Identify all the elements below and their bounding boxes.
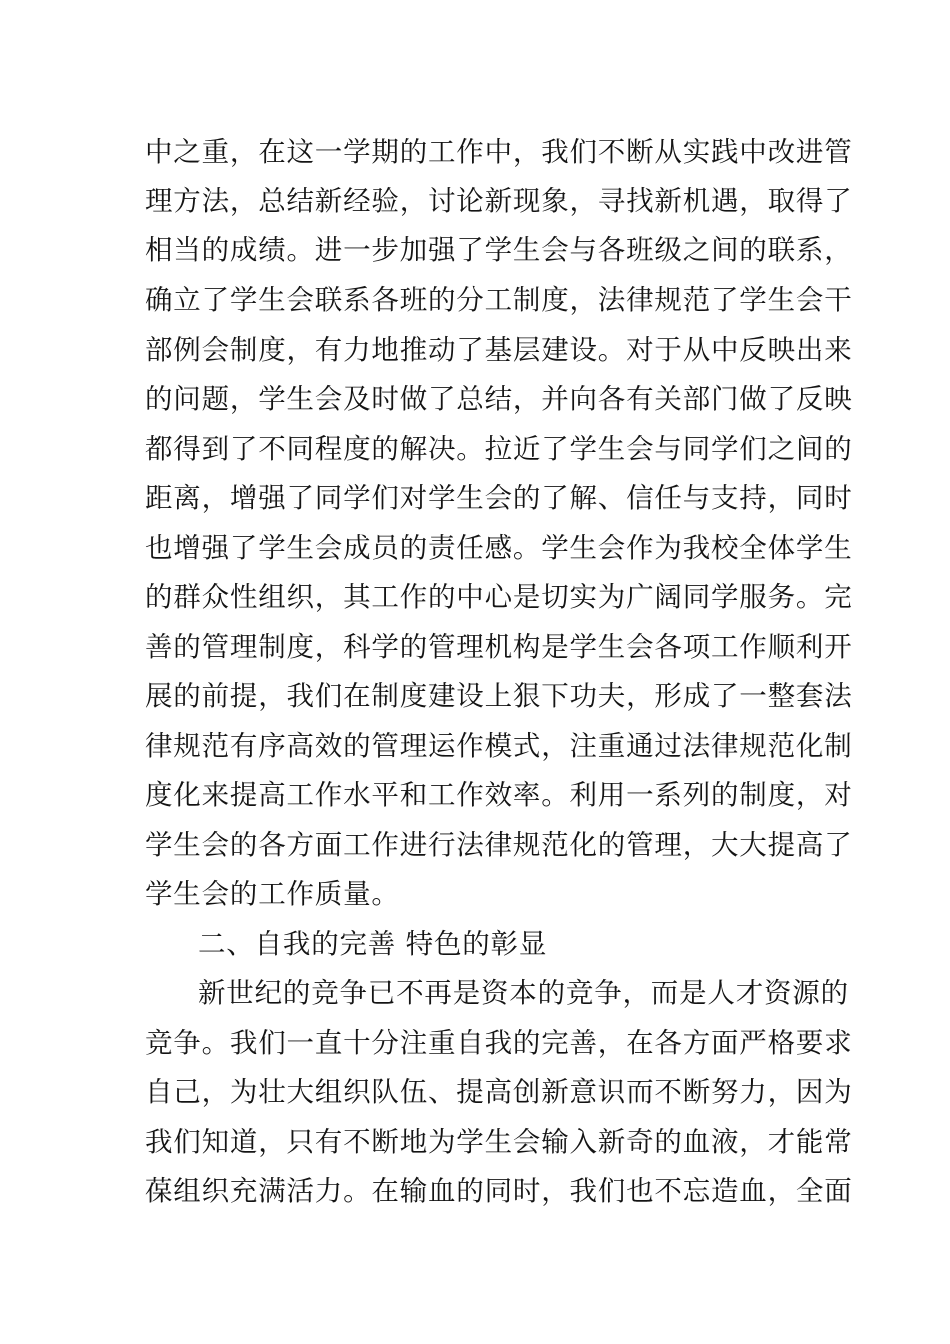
paragraph-line: 善的管理制度，科学的管理机构是学生会各项工作顺利开 — [145, 631, 853, 663]
section-heading: 二、自我的完善 特色的彰显 — [198, 928, 548, 960]
paragraph-line: 度化来提高工作水平和工作效率。利用一系列的制度，对 — [145, 779, 853, 811]
paragraph-line: 葆组织充满活力。在输血的同时，我们也不忘造血，全面 — [145, 1175, 853, 1207]
paragraph-line: 竞争。我们一直十分注重自我的完善，在各方面严格要求 — [145, 1027, 853, 1059]
paragraph-line: 的群众性组织，其工作的中心是切实为广阔同学服务。完 — [145, 581, 853, 613]
paragraph-line: 相当的成绩。进一步加强了学生会与各班级之间的联系， — [145, 234, 853, 266]
paragraph-line: 确立了学生会联系各班的分工制度，法律规范了学生会干 — [145, 284, 853, 316]
paragraph-line: 新世纪的竞争已不再是资本的竞争，而是人才资源的 — [198, 977, 849, 1009]
paragraph-line: 理方法，总结新经验，讨论新现象，寻找新机遇，取得了 — [145, 185, 853, 217]
paragraph-line: 部例会制度，有力地推动了基层建设。对于从中反映出来 — [145, 334, 853, 366]
paragraph-line: 律规范有序高效的管理运作模式，注重通过法律规范化制 — [145, 730, 853, 762]
paragraph-line: 都得到了不同程度的解决。拉近了学生会与同学们之间的 — [145, 433, 853, 465]
paragraph-line: 展的前提，我们在制度建设上狠下功夫，形成了一整套法 — [145, 680, 853, 712]
paragraph-line: 距离，增强了同学们对学生会的了解、信任与支持，同时 — [145, 482, 853, 514]
paragraph-line: 中之重，在这一学期的工作中，我们不断从实践中改进管 — [145, 136, 853, 168]
paragraph-line: 学生会的工作质量。 — [145, 878, 400, 910]
paragraph-line: 的问题，学生会及时做了总结，并向各有关部门做了反映 — [145, 383, 853, 415]
paragraph-line: 自己，为壮大组织队伍、提高创新意识而不断努力，因为 — [145, 1076, 853, 1108]
paragraph-line: 我们知道，只有不断地为学生会输入新奇的血液，才能常 — [145, 1126, 853, 1158]
paragraph-line: 也增强了学生会成员的责任感。学生会作为我校全体学生 — [145, 532, 853, 564]
paragraph-line: 学生会的各方面工作进行法律规范化的管理，大大提高了 — [145, 829, 853, 861]
